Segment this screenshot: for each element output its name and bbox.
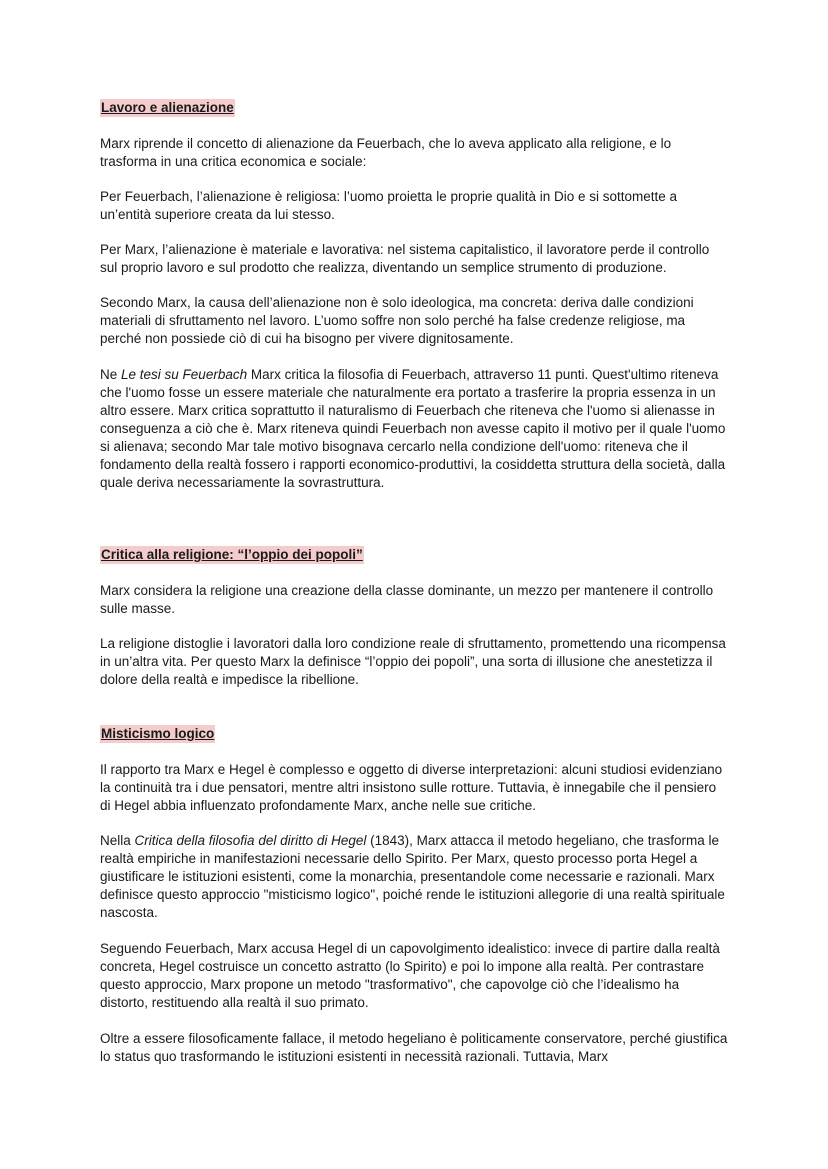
paragraph: Seguendo Feuerbach, Marx accusa Hegel di un capovolgimento idealistico: invece di partire dalla realtà concreta, Hegel costruisce un concetto astratto (lo Spirito) e poi lo impone alla realtà. Per contrastare questo approccio, Marx propone un metodo "trasformativo", che capovolge ciò che l’idealismo ha distorto, restituendo alla realtà il suo primato. xyxy=(100,941,720,1010)
paragraph: La religione distoglie i lavoratori dalla loro condizione reale di sfruttamento, promettendo una ricompensa in un’altra vita. Per questo Marx la definisce “l’oppio dei popoli”, una sorta di illusione che anestetizza il dolore della realtà e impedisce la ribellione. xyxy=(100,636,726,687)
paragraph: Secondo Marx, la causa dell’alienazione non è solo ideologica, ma concreta: deriva dalle condizioni materiali di sfruttamento nel lavoro. L’uomo soffre non solo perché ha false credenze religiose, ma perché non possiede ciò di cui ha bisogno per vivere dignitosamente. xyxy=(100,295,694,346)
paragraph: Il rapporto tra Marx e Hegel è complesso e oggetto di diverse interpretazioni: alcuni studiosi evidenziano la continuità tra i due pensatori, mentre altri insistono sulle rotture. Tuttavia, è innegabile che il pensiero di Hegel abbia influenzato profondamente Marx, anche nelle sue critiche. xyxy=(100,762,723,813)
paragraph-tesi-feuerbach xyxy=(100,366,730,492)
book-title: Critica della filosofia del diritto di Hegel xyxy=(134,833,367,848)
paragraph-critica-hegel xyxy=(100,832,730,922)
paragraph: Per Feuerbach, l’alienazione è religiosa: l’uomo proietta le proprie qualità in Dio e si sottomette a un’entità superiore creata da lui stesso. xyxy=(100,189,678,222)
section-heading-lavoro-alienazione: Lavoro e alienazione xyxy=(101,100,234,115)
paragraph-rest: Marx critica la filosofia di Feuerbach, attraverso 11 punti. Quest'ultimo riteneva che l'uomo fosse un essere materiale che naturalmente era portato a trasferire la propria essenza in un altro essere. Marx critica soprattutto il naturalismo di Feuerbach che riteneva che l'uomo si alienasse in conseguenza a ciò che è. Marx riteneva quindi Feuerbach non avesse capito il motivo per il quale l'uomo si alienava; secondo Mar tale motivo bisognava cercarlo nella condizione dell'uomo: riteneva che il fondamento della realtà fossero i rapporti economico-produttivi, la cosiddetta struttura della società, dalla quale deriva necessariamente la sovrastruttura. xyxy=(100,367,726,490)
paragraph: Per Marx, l’alienazione è materiale e lavorativa: nel sistema capitalistico, il lavoratore perde il controllo sul proprio lavoro e sul prodotto che realizza, diventando un semplice strumento di produzione. xyxy=(100,242,710,275)
section-heading-critica-religione: Critica alla religione: “l’oppio dei popoli” xyxy=(101,547,363,562)
section-heading-misticismo-logico: Misticismo logico xyxy=(101,726,215,741)
paragraph-prefix: Nella xyxy=(100,833,135,848)
paragraph: Marx considera la religione una creazione della classe dominante, un mezzo per mantenere il controllo sulle masse. xyxy=(100,583,714,616)
paragraph-rest: (1843), Marx attacca il metodo hegeliano, che trasforma le realtà empiriche in manifestazioni necessarie dello Spirito. Per Marx, questo processo porta Hegel a giustificare le istituzioni esistenti, come la monarchia, presentandole come necessarie e razionali. Marx definisce questo approccio "misticismo logico", poiché rende le istituzioni allegorie di una realtà spirituale nascosta. xyxy=(100,833,725,920)
paragraph: Marx riprende il concetto di alienazione da Feuerbach, che lo aveva applicato alla religione, e lo trasforma in una critica economica e sociale: xyxy=(100,136,672,169)
paragraph-prefix: Ne xyxy=(100,367,122,382)
book-title: Le tesi su Feuerbach xyxy=(121,367,248,382)
paragraph: Oltre a essere filosoficamente fallace, il metodo hegeliano è politicamente conservatore, perché giustifica lo status quo trasformando le istituzioni esistenti in necessità razionali. Tuttavia, Marx xyxy=(100,1031,728,1064)
